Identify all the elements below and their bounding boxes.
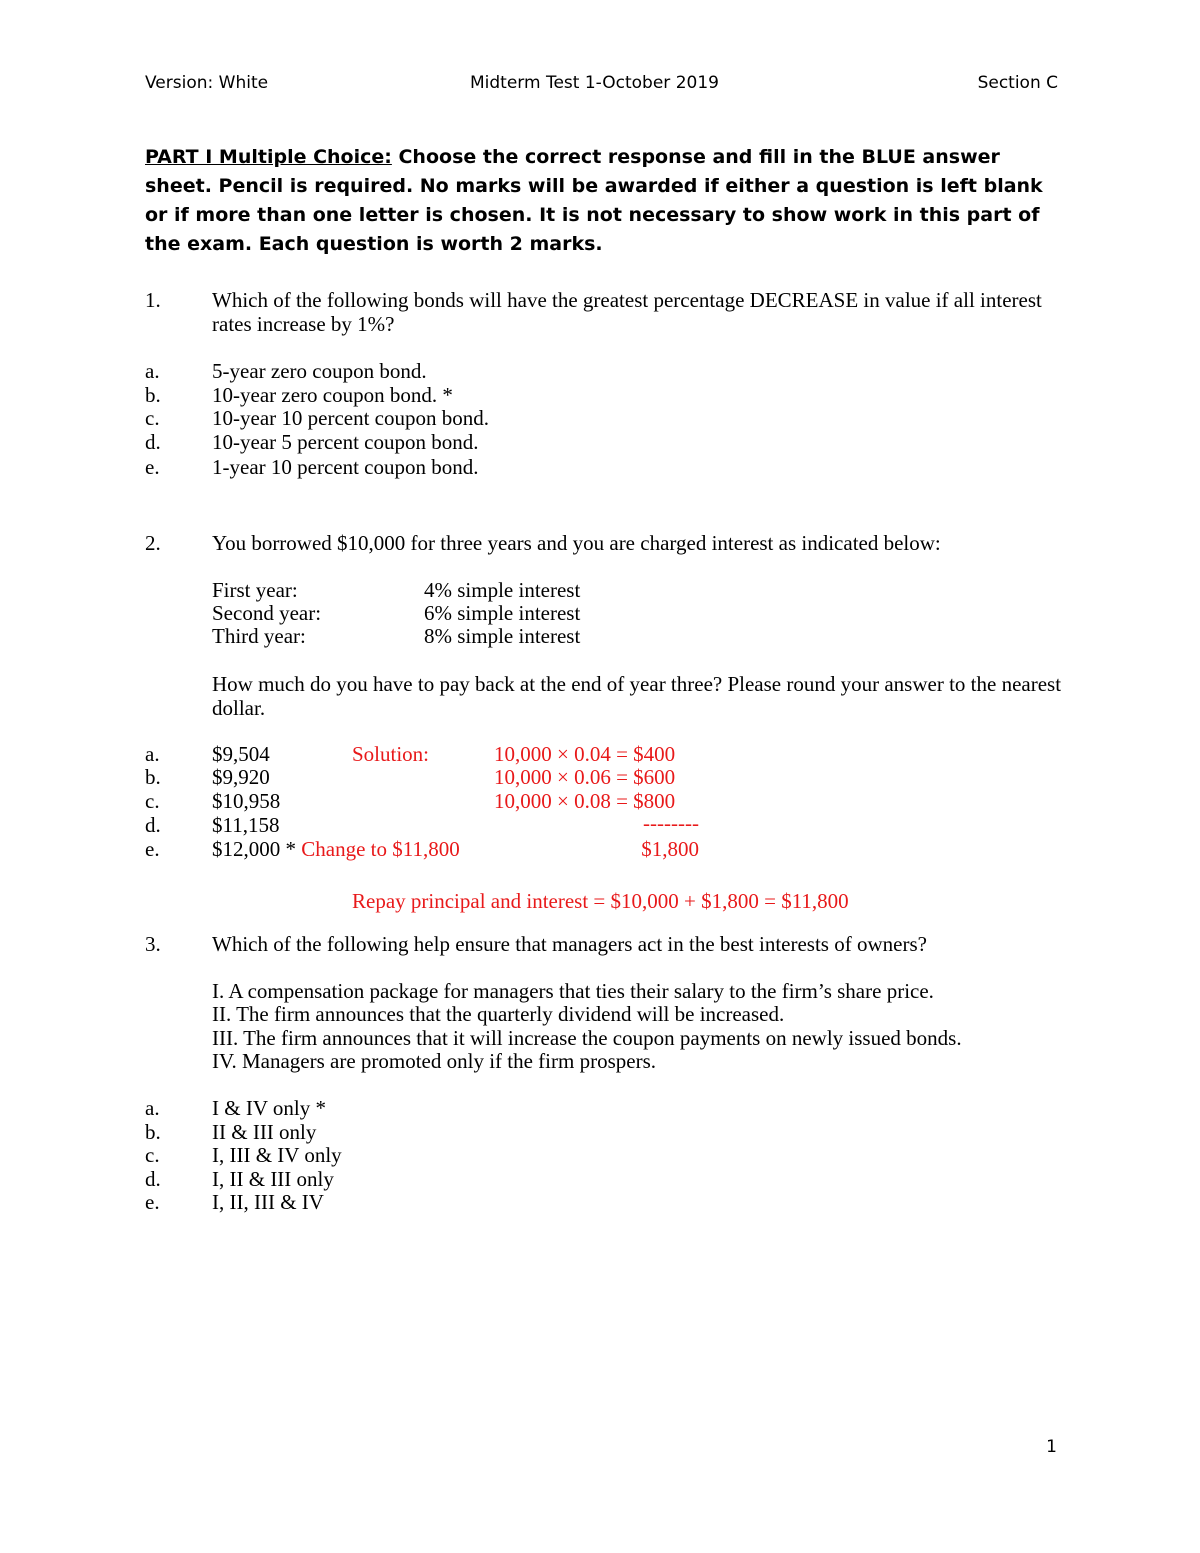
q1-option-text: 10-year 10 percent coupon bond. bbox=[212, 406, 489, 430]
q1-text: Which of the following bonds will have the greatest percentage DECREASE in value if all interest rates increase by 1%? bbox=[212, 288, 1042, 336]
q2-question: How much do you have to pay back at the end of year three? Please round your answer to the nearest dollar. bbox=[212, 672, 1062, 720]
q2-option-text: $9,920 bbox=[212, 765, 270, 789]
q1-option-text: 10-year 5 percent coupon bond. bbox=[212, 430, 479, 454]
q3-option-letter: e. bbox=[145, 1190, 160, 1214]
q1-option-letter: b. bbox=[145, 383, 161, 407]
header-section: Section C bbox=[977, 73, 1058, 93]
q2-option-text: $10,958 bbox=[212, 789, 281, 813]
q2-repay: Repay principal and interest = $10,000 + $1,800 = $11,800 bbox=[352, 889, 849, 913]
q2-text: You borrowed $10,000 for three years and you are charged interest as indicated below: bbox=[212, 531, 941, 555]
header-title: Midterm Test 1-October 2019 bbox=[470, 73, 719, 93]
q2-change-note: Change to $11,800 bbox=[301, 837, 460, 861]
q1-option-text: 5-year zero coupon bond. bbox=[212, 359, 427, 383]
q3-option-text: I, III & IV only bbox=[212, 1143, 342, 1167]
q2-option-letter: c. bbox=[145, 789, 160, 813]
q3-statement: II. The firm announces that the quarterly dividend will be increased. bbox=[212, 1002, 785, 1026]
page-number: 1 bbox=[1046, 1437, 1057, 1457]
q1-option-letter: e. bbox=[145, 455, 160, 479]
q3-option-letter: d. bbox=[145, 1167, 161, 1191]
q3-option-letter: a. bbox=[145, 1096, 160, 1120]
q2-rate-value: 8% simple interest bbox=[424, 624, 581, 648]
header-version: Version: White bbox=[145, 73, 269, 93]
q2-solution-line: 10,000 × 0.08 = $800 bbox=[494, 789, 676, 813]
q1-number: 1. bbox=[145, 288, 161, 312]
q1-option-letter: c. bbox=[145, 406, 160, 430]
q2-option-text: $11,158 bbox=[212, 813, 280, 837]
q2-solution-line: 10,000 × 0.06 = $600 bbox=[494, 765, 676, 789]
q2-option-letter: b. bbox=[145, 765, 161, 789]
q3-statement: I. A compensation package for managers that ties their salary to the firm’s share price. bbox=[212, 979, 934, 1003]
q2-solution-divider: -------- bbox=[643, 811, 699, 835]
q2-option-text: $9,504 bbox=[212, 742, 270, 766]
q2-option-letter: d. bbox=[145, 813, 161, 837]
q2-solution-total: $1,800 bbox=[641, 837, 699, 861]
q3-text: Which of the following help ensure that managers act in the best interests of owners? bbox=[212, 932, 927, 956]
q3-option-text: II & III only bbox=[212, 1120, 317, 1144]
q2-rate-value: 6% simple interest bbox=[424, 601, 581, 625]
q2-number: 2. bbox=[145, 531, 161, 555]
q2-option-e-value: $12,000 * bbox=[212, 837, 296, 861]
q3-option-letter: c. bbox=[145, 1143, 160, 1167]
instructions bbox=[145, 143, 1065, 259]
q2-solution-line: 10,000 × 0.04 = $400 bbox=[494, 742, 676, 766]
q2-option-letter: e. bbox=[145, 837, 160, 861]
q1-option-text: 10-year zero coupon bond. * bbox=[212, 383, 453, 407]
q1-option-letter: a. bbox=[145, 359, 160, 383]
q1-option-text: 1-year 10 percent coupon bond. bbox=[212, 455, 479, 479]
q3-option-text: I, II, III & IV bbox=[212, 1190, 324, 1214]
q2-rate-label: Second year: bbox=[212, 601, 322, 625]
q3-option-letter: b. bbox=[145, 1120, 161, 1144]
q2-rate-label: Third year: bbox=[212, 624, 306, 648]
q3-statement: III. The firm announces that it will increase the coupon payments on newly issued bonds. bbox=[212, 1026, 962, 1050]
instructions-body: Choose the correct response and fill in the BLUE answer sheet. Pencil is required. No marks will be awarded if either a question is left blank or if more than one letter is chosen. It is not necessary to show work in this part of the exam. Each question is worth 2 marks. bbox=[145, 146, 1043, 255]
q2-rate-label: First year: bbox=[212, 578, 298, 602]
instructions-heading: PART I Multiple Choice: bbox=[145, 146, 392, 168]
q2-option-letter: a. bbox=[145, 742, 160, 766]
q3-statement: IV. Managers are promoted only if the firm prospers. bbox=[212, 1049, 656, 1073]
q3-number: 3. bbox=[145, 932, 161, 956]
q1-option-letter: d. bbox=[145, 430, 161, 454]
q3-option-text: I, II & III only bbox=[212, 1167, 334, 1191]
q2-solution-label: Solution: bbox=[352, 742, 430, 766]
q2-rate-value: 4% simple interest bbox=[424, 578, 581, 602]
q2-option-text bbox=[212, 837, 460, 861]
q3-option-text: I & IV only * bbox=[212, 1096, 326, 1120]
